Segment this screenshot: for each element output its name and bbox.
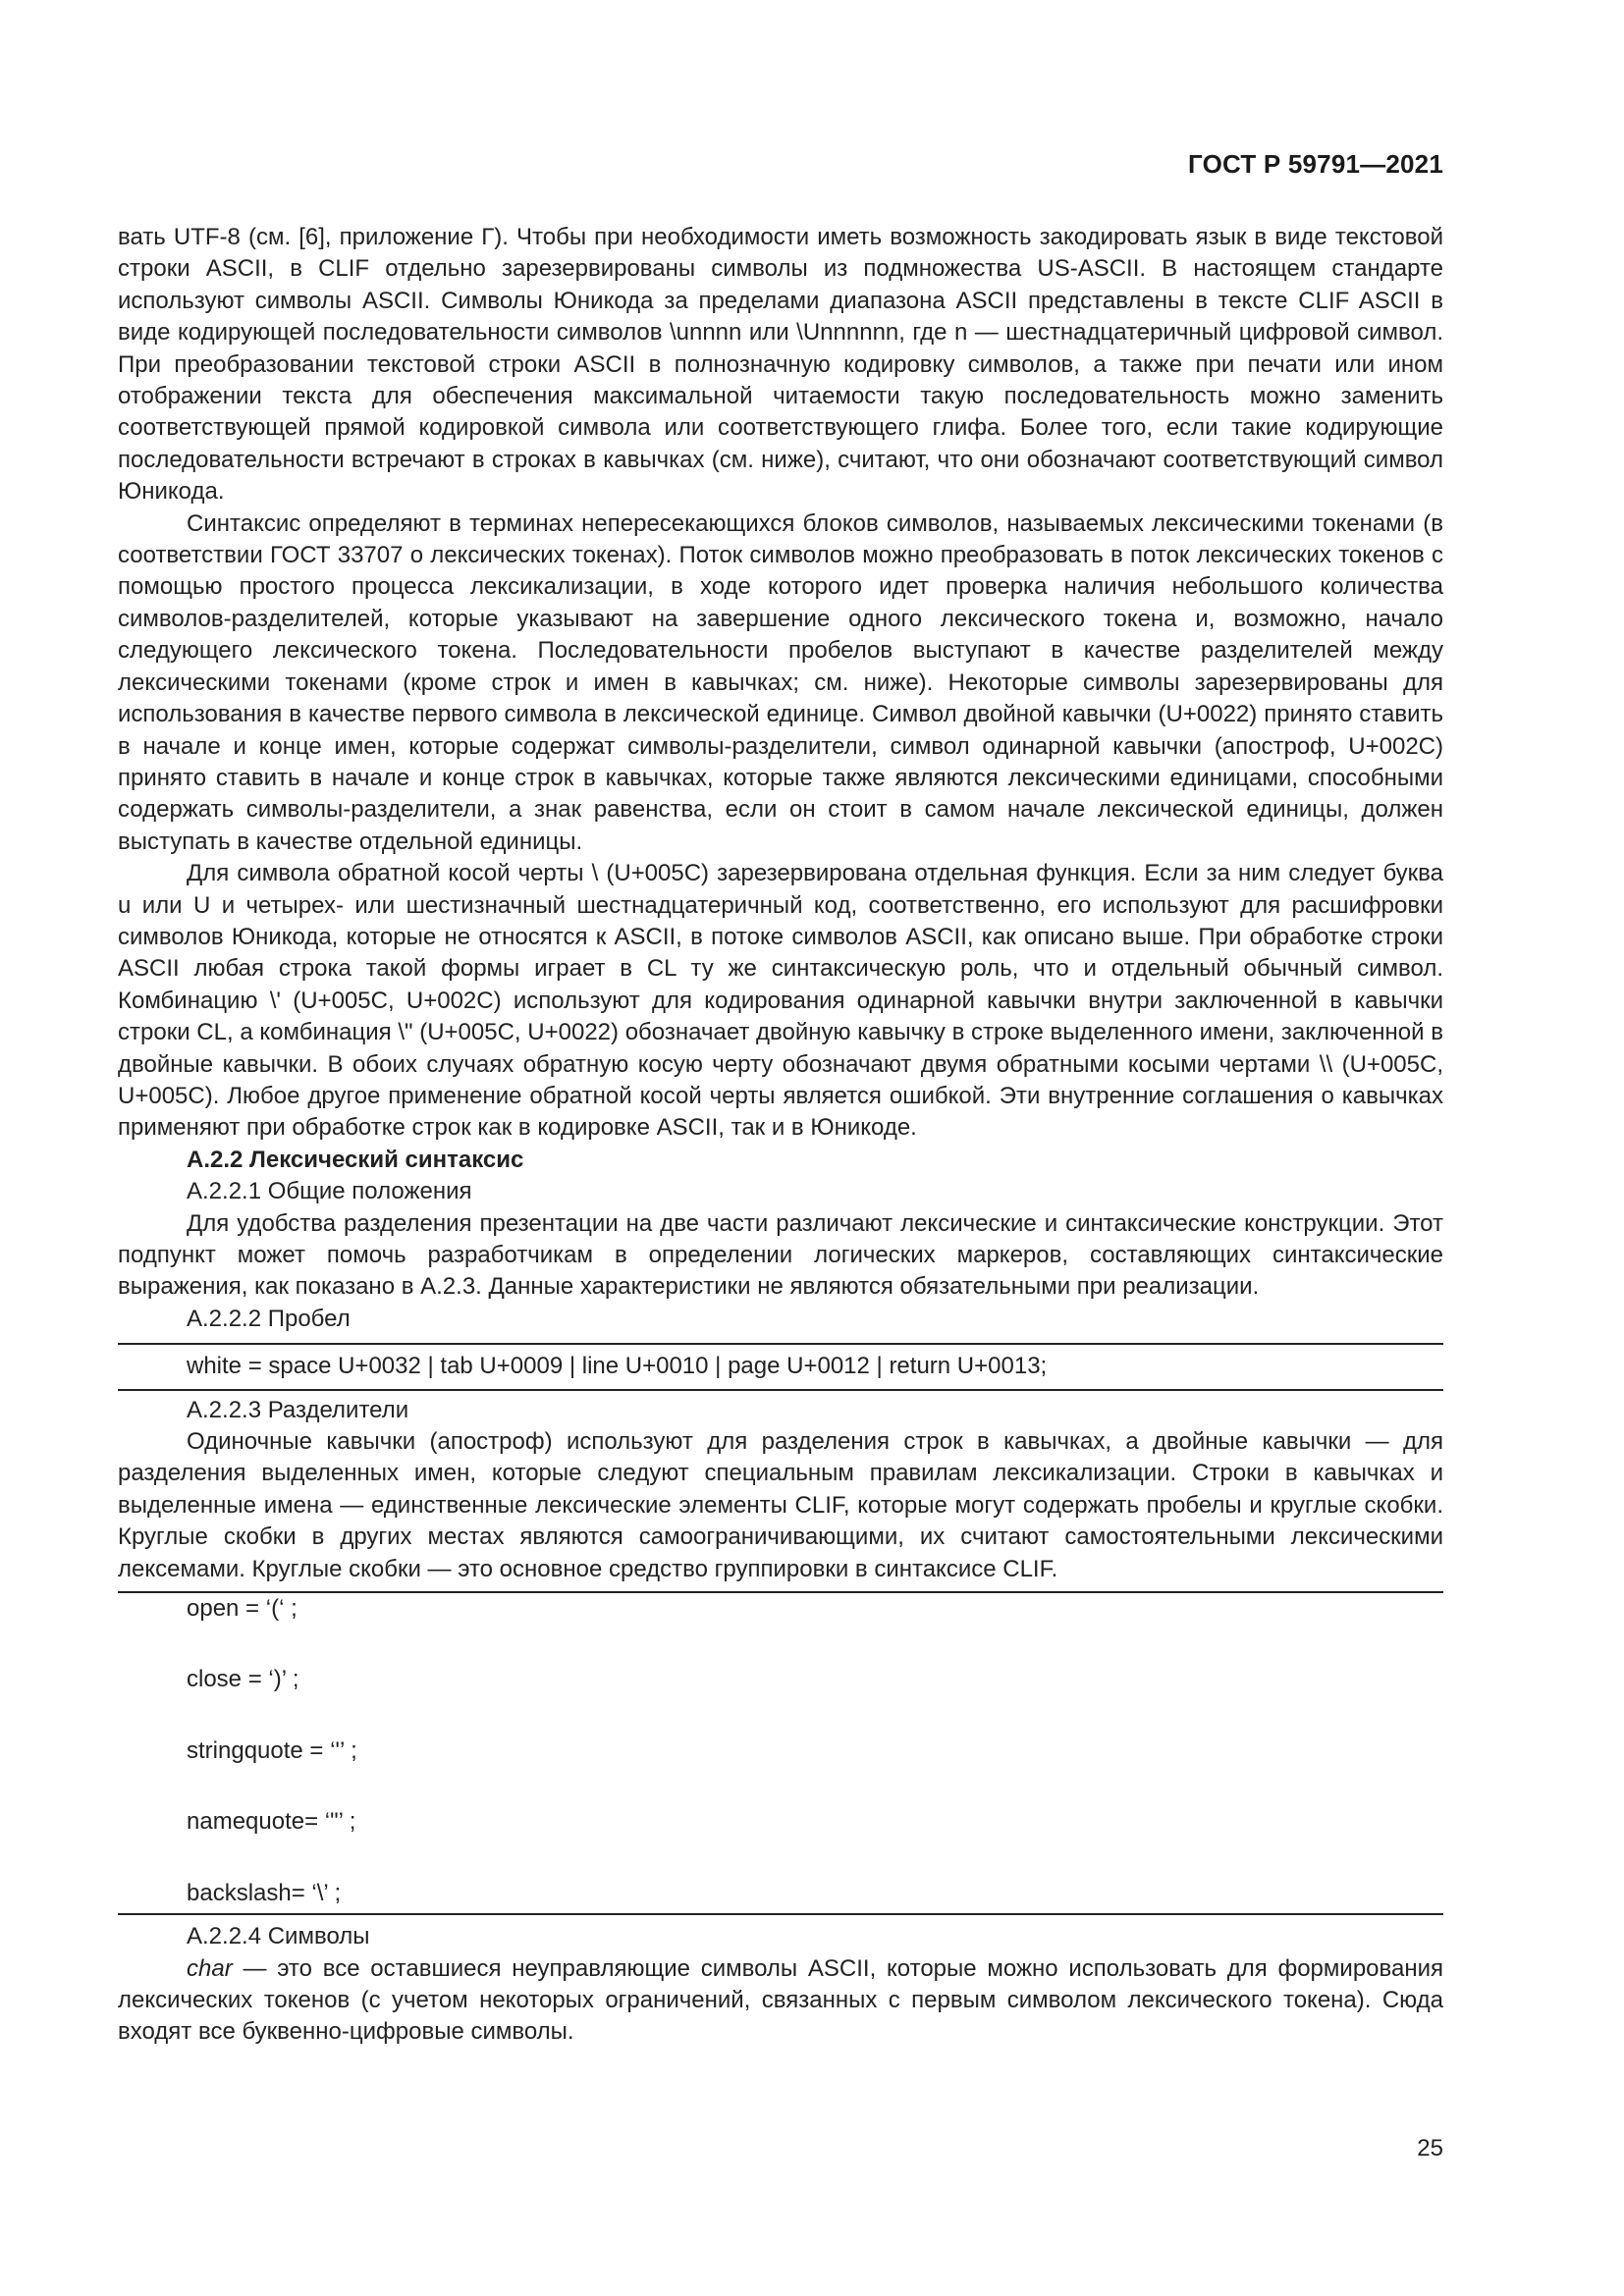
paragraph-5: Одиночные кавычки (апостроф) используют для разделения строк в кавычках, а двойные кавычки — для разделения выделенных имен, которые следуют специальным правилам лексикализации. Строки в кавычках и выделенные имена — единственные лексические элементы CLIF, которые могут содержать пробелы и круглые скобки. Круглые скобки в других местах являются самоограничивающими, их считают самостоятельными лексическими лексемами. Круглые скобки — это основное средство группировки в синтаксисе CLIF. bbox=[118, 1428, 1443, 1582]
subsection-heading-a223: А.2.2.3 Разделители bbox=[187, 1396, 409, 1423]
term-char: char bbox=[187, 1954, 233, 1982]
code-line-backslash: backslash= ‘\’ ; bbox=[187, 1879, 342, 1906]
paragraph-6 bbox=[118, 1953, 1443, 2049]
paragraph-3: Для символа обратной косой черты \ (U+005C) зарезервирована отдельная функция. Если за ним следует буква u или U и четырех- или шестизначный шестнадцатеричный код, соответственно, его используют для расшифровки символов Юникода, которые не относятся к ASCII, в потоке символов ASCII, как описано выше. При обработке строки ASCII любая строка такой формы играет в CL ту же синтаксическую роль, что и отдельный обычный символ. Комбинацию \' (U+005C, U+002C) используют для кодирования одинарной кавычки внутри заключенной в кавычки строки CL, а комбинация \" (U+005C, U+0022) обозначает двойную кавычку в строке выделенного имени, заключенной в двойные кавычки. В обоих случаях обратную косую черту обозначают двумя обратными косыми чертами \\ (U+005C, U+005C). Любое другое применение обратной косой черты является ошибкой. Эти внутренние соглашения о кавычках применяют при обработке строк как в кодировке ASCII, так и в Юникоде. bbox=[118, 860, 1443, 1142]
paragraph-4: Для удобства разделения презентации на две части различают лексические и синтаксические конструкции. Этот подпункт может помочь разработчикам в определении логических маркеров, составляющих синтаксические выражения, как показано в А.2.3. Данные характеристики не являются обязательными при реализации. bbox=[118, 1209, 1443, 1301]
code-line-open: open = ‘(‘ ; bbox=[187, 1595, 298, 1623]
code-rule-bottom bbox=[118, 1389, 1443, 1391]
paragraph-6-text: — это все оставшиеся неуправляющие символы ASCII, которые можно использовать для формирования лексических токенов (с учетом некоторых ограничений, связанных с первым символом лексического токена). Сюда входят все буквенно-цифровые символы. bbox=[118, 1954, 1443, 2046]
code-rule-bottom bbox=[118, 1913, 1443, 1915]
code-block-delimiters bbox=[118, 1593, 1443, 1913]
code-line-close: close = ‘)’ ; bbox=[187, 1666, 299, 1693]
document-header: ГОСТ Р 59791—2021 bbox=[1188, 149, 1443, 179]
subsection-heading-a222: А.2.2.2 Пробел bbox=[187, 1305, 351, 1332]
paragraph-2: Синтаксис определяют в терминах непересекающихся блоков символов, называемых лексическими токенами (в соответствии ГОСТ 33707 о лексических токенах). Поток символов можно преобразовать в поток лексических токенов с помощью простого процесса лексикализации, в ходе которого идет проверка наличия небольшого количества символов-разделителей, которые указывают на завершение одного лексического токена и, возможно, начало следующего лексического токена. Последовательности пробелов выступают в качестве разделителей между лексическими токенами (кроме строк и имен в кавычках; см. ниже). Некоторые символы зарезервированы для использования в качестве первого символа в лексической единице. Символ двойной кавычки (U+0022) принято ставить в начале и конце имен, которые содержат символы-разделители, символ одинарной кавычки (апостроф, U+002C) принято ставить в начале и конце строк в кавычках, которые также являются лексическими единицами, способными содержать символы-разделители, а знак равенства, если он стоит в самом начале лексической единицы, должен выступать в качестве отдельной единицы. bbox=[118, 509, 1443, 855]
subsection-heading-a224: А.2.2.4 Символы bbox=[187, 1923, 370, 1950]
page-body bbox=[118, 222, 1443, 2049]
section-heading-a22: А.2.2 Лексический синтаксис bbox=[187, 1146, 524, 1173]
code-line-white: white = space U+0032 | tab U+0009 | line U+0010 | page U+0012 | return U+0013; bbox=[187, 1353, 1048, 1380]
subsection-heading-a221: А.2.2.1 Общие положения bbox=[187, 1178, 472, 1205]
paragraph-1: вать UTF-8 (см. [6], приложение Г). Чтобы при необходимости иметь возможность закодировать язык в виде текстовой строки ASCII, в CLIF отдельно зарезервированы символы из подмножества US-ASCII. В настоящем стандарте используют символы ASCII. Символы Юникода за пределами диапазона ASCII представлены в тексте CLIF ASCII в виде кодирующей последовательности символов \unnnn или \Unnnnnn, где n — шестнадцатеричный цифровой символ. При преобразовании текстовой строки ASCII в полнозначную кодировку символов, а также при печати или ином отображении текста для обеспечения максимальной читаемости такую последовательность можно заменить соответствующей прямой кодировкой символа или соответствующего глифа. Более того, если такие кодирующие последовательности встречают в строках в кавычках (см. ниже), считают, что они обозначают соответствующий символ Юникода. bbox=[118, 224, 1443, 506]
code-line-stringquote: stringquote = ‘'’ ; bbox=[187, 1736, 357, 1764]
code-line-namequote: namequote= ‘"’ ; bbox=[187, 1808, 356, 1836]
page-number: 25 bbox=[1417, 2135, 1443, 2162]
code-block-whitespace bbox=[118, 1345, 1443, 1388]
